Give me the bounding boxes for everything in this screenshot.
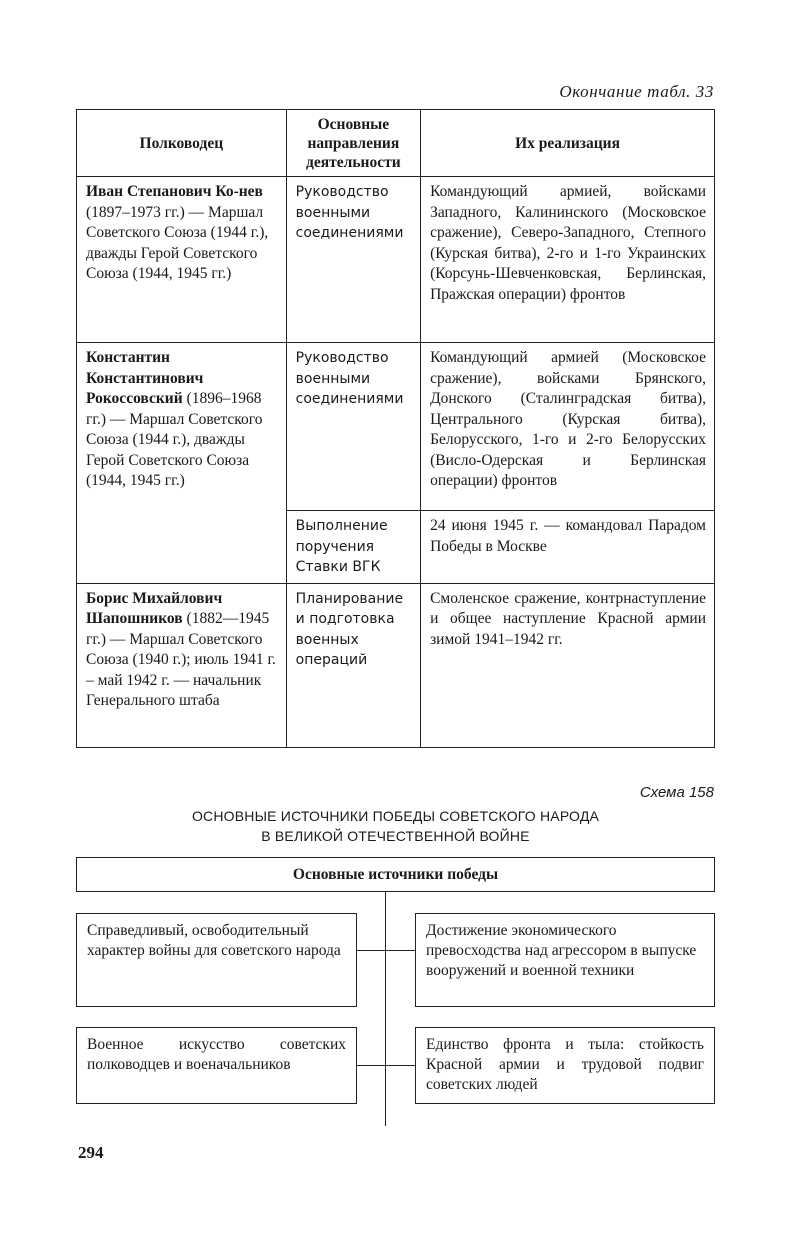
table-header-row <box>77 110 715 177</box>
direction-cell: Руководство военными соединениями <box>286 343 420 511</box>
scheme-box-right-1: Достижение экономического превосходства над агрессором в выпуске вооружений и военной техники <box>415 913 715 1007</box>
direction-cell: Планирование и подготовка военных операций <box>286 583 420 747</box>
header-directions: Основные направления деятельности <box>286 110 420 177</box>
scheme-box-left-2: Военное искусство советских полководцев и военачальников <box>76 1027 357 1104</box>
realization-cell: Командующий армией (Московское сражение), войсками Брянского, Донского (Сталинградская битва), Центрального (Курская битва), Белорусского, 1-го и 2-го Белорусских (Висло-Одерская и Берлинская операции) фронтов <box>421 343 715 511</box>
commander-cell <box>77 177 287 343</box>
scheme-root-box: Основные источники победы <box>76 857 715 892</box>
scheme-trunk-line <box>385 892 386 1126</box>
scheme-label: Схема 158 <box>639 784 714 801</box>
table-row <box>77 343 715 511</box>
header-commander: Полководец <box>77 110 287 177</box>
realization-cell: 24 июня 1945 г. — командовал Парадом Победы в Москве <box>421 511 715 584</box>
realization-cell: Смоленское сражение, контрнаступление и общее наступление Красной армии зимой 1941–1942 гг. <box>421 583 715 747</box>
direction-cell: Выполнение поручения Ставки ВГК <box>286 511 420 584</box>
commander-bio: (1882—1945 гг.) — Маршал Советского Союза (1940 г.); июль 1941 г. – май 1942 г. — начальник Генерального штаба <box>86 610 276 709</box>
scheme-title-line: В ВЕЛИКОЙ ОТЕЧЕСТВЕННОЙ ВОЙНЕ <box>261 828 530 844</box>
commander-cell <box>77 343 287 584</box>
scheme-title <box>76 806 715 846</box>
commanders-table <box>76 109 715 748</box>
commander-name: Борис Михайлович Шапошников <box>86 589 223 627</box>
table-caption: Окончание табл. 33 <box>559 82 714 101</box>
commander-name: Константин Константинович Рокоссовский <box>86 349 204 407</box>
scheme-branch-line <box>357 950 415 951</box>
realization-cell: Командующий армией, войсками Западного, Калининского (Московское сражение), Северо-Западного, Степного (Курская битва), 2-го и 1-го Украинских (Корсунь-Шевченковская, Берлинская, Пражская операции) фронтов <box>421 177 715 343</box>
scheme-title-line: ОСНОВНЫЕ ИСТОЧНИКИ ПОБЕДЫ СОВЕТСКОГО НАРОДА <box>191 808 600 824</box>
commander-cell <box>77 583 287 747</box>
scheme-box-right-2: Единство фронта и тыла: стойкость Красной армии и трудовой подвиг советских людей <box>415 1027 715 1104</box>
table-row <box>77 583 715 747</box>
commander-bio: (1897–1973 гг.) — Маршал Советского Союза (1944 г.), дважды Герой Советского Союза (1944, 1945 гг.) <box>86 203 269 282</box>
header-realization: Их реализация <box>421 110 715 177</box>
commander-bio: (1896–1968 гг.) — Маршал Советского Союза (1944 г.), дважды Герой Советского Союза (1944, 1945 гг.) <box>86 390 263 489</box>
page-number: 294 <box>78 1143 104 1162</box>
direction-cell: Руководство военными соединениями <box>286 177 420 343</box>
commander-name: Иван Степанович Ко-нев <box>86 183 263 200</box>
table-row <box>77 177 715 343</box>
scheme-box-left-1: Справедливый, освободительный характер войны для советского народа <box>76 913 357 1007</box>
scheme-branch-line <box>357 1065 415 1066</box>
